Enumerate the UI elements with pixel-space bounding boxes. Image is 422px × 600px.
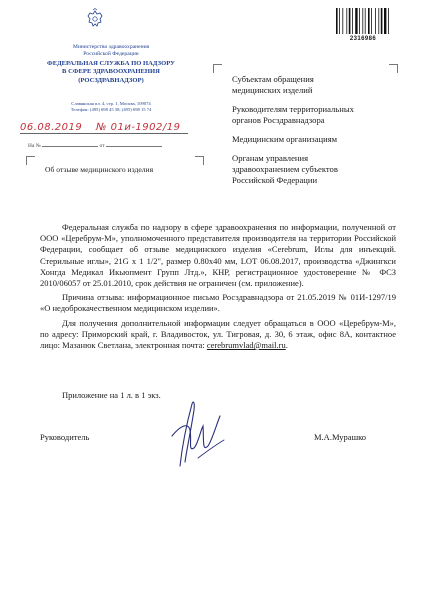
signer-position: Руководитель (40, 432, 90, 442)
agency-address: Славянская пл. 4, стр. 1, Москва, 109074 Телефон: (495) 698 45 38; (495) 698 15 74 (70, 101, 152, 113)
body-paragraph: Причина отзыва: информационное письмо Росздравнадзора от 21.05.2019 № 01И-1297/19 «О недоброкачественном медицинском изделии». (40, 292, 396, 314)
attachment-note: Приложение на 1 л. в 1 экз. (62, 390, 161, 400)
recipient-group: Руководителям территориальных органов Росздравнадзора (232, 104, 354, 125)
recipient-bracket-left (213, 64, 222, 73)
handwritten-signature (158, 396, 230, 470)
coat-of-arms-icon (84, 8, 106, 30)
letter-subject: Об отзыве медицинского изделия (45, 165, 154, 174)
subject-bracket-right (195, 156, 204, 165)
letter-body (40, 222, 396, 354)
registration-underline (20, 133, 188, 134)
agency-name: ФЕДЕРАЛЬНАЯ СЛУЖБА ПО НАДЗОРУ В СФЕРЕ ЗДРАВООХРАНЕНИЯ (РОСЗДРАВНАДЗОР) (47, 60, 175, 84)
recipients-block (232, 74, 412, 194)
recipient-group: Медицинским организациям (232, 134, 338, 144)
recipient-group: Субъектам обращения медицинских изделий (232, 74, 314, 95)
body-paragraph: Для получения дополнительной информации следует обращаться в ООО «Церебрум-М», по адресу: Приморский край, г. Владивосток, ул. Тигровая, д. 30, 6 этаж, офис 8А, контактное лицо: Мазанюк Светлана, электронная почта: cerebrumvlad@mail.ru. (40, 317, 396, 351)
barcode-icon (336, 8, 390, 34)
registration-date: 06.08.2019 (20, 122, 83, 133)
recipient-group: Органам управления здравоохранением субъектов Российской Федерации (232, 153, 338, 185)
contact-email-link[interactable]: cerebrumvlad@mail.ru (206, 340, 286, 351)
body-paragraph: Федеральная служба по надзору в сфере здравоохранения по информации, полученной от ООО «Церебрум-М», уполномоченного представителя производителя на территории Российской Федерации, сообщает об отзыве медицинского изделия «Cerebrum, Иглы для инъекций. Стерильные иглы», 21G x 1 1/2", размер 0.80x40 мм, LOT 06.08.2017, производства «Джингкси Хонгда Медикал Икьюпмент Групп Лтд.», КНР, регистрационное удостоверение № ФСЗ 2010/06057 от 25.01.2010, срок действия не ограничен (см. приложение). (40, 222, 396, 289)
reference-line: На № от (28, 141, 188, 149)
registration-number: № 01и-1902/19 (96, 122, 181, 133)
barcode-number: 2316986 (349, 36, 377, 42)
recipient-bracket-right (389, 64, 398, 73)
signer-name: М.А.Мурашко (314, 432, 367, 442)
ministry-name: Министерство здравоохранения Российской Федерации (72, 44, 150, 57)
subject-bracket-left (26, 156, 35, 165)
registration-line (20, 122, 190, 136)
